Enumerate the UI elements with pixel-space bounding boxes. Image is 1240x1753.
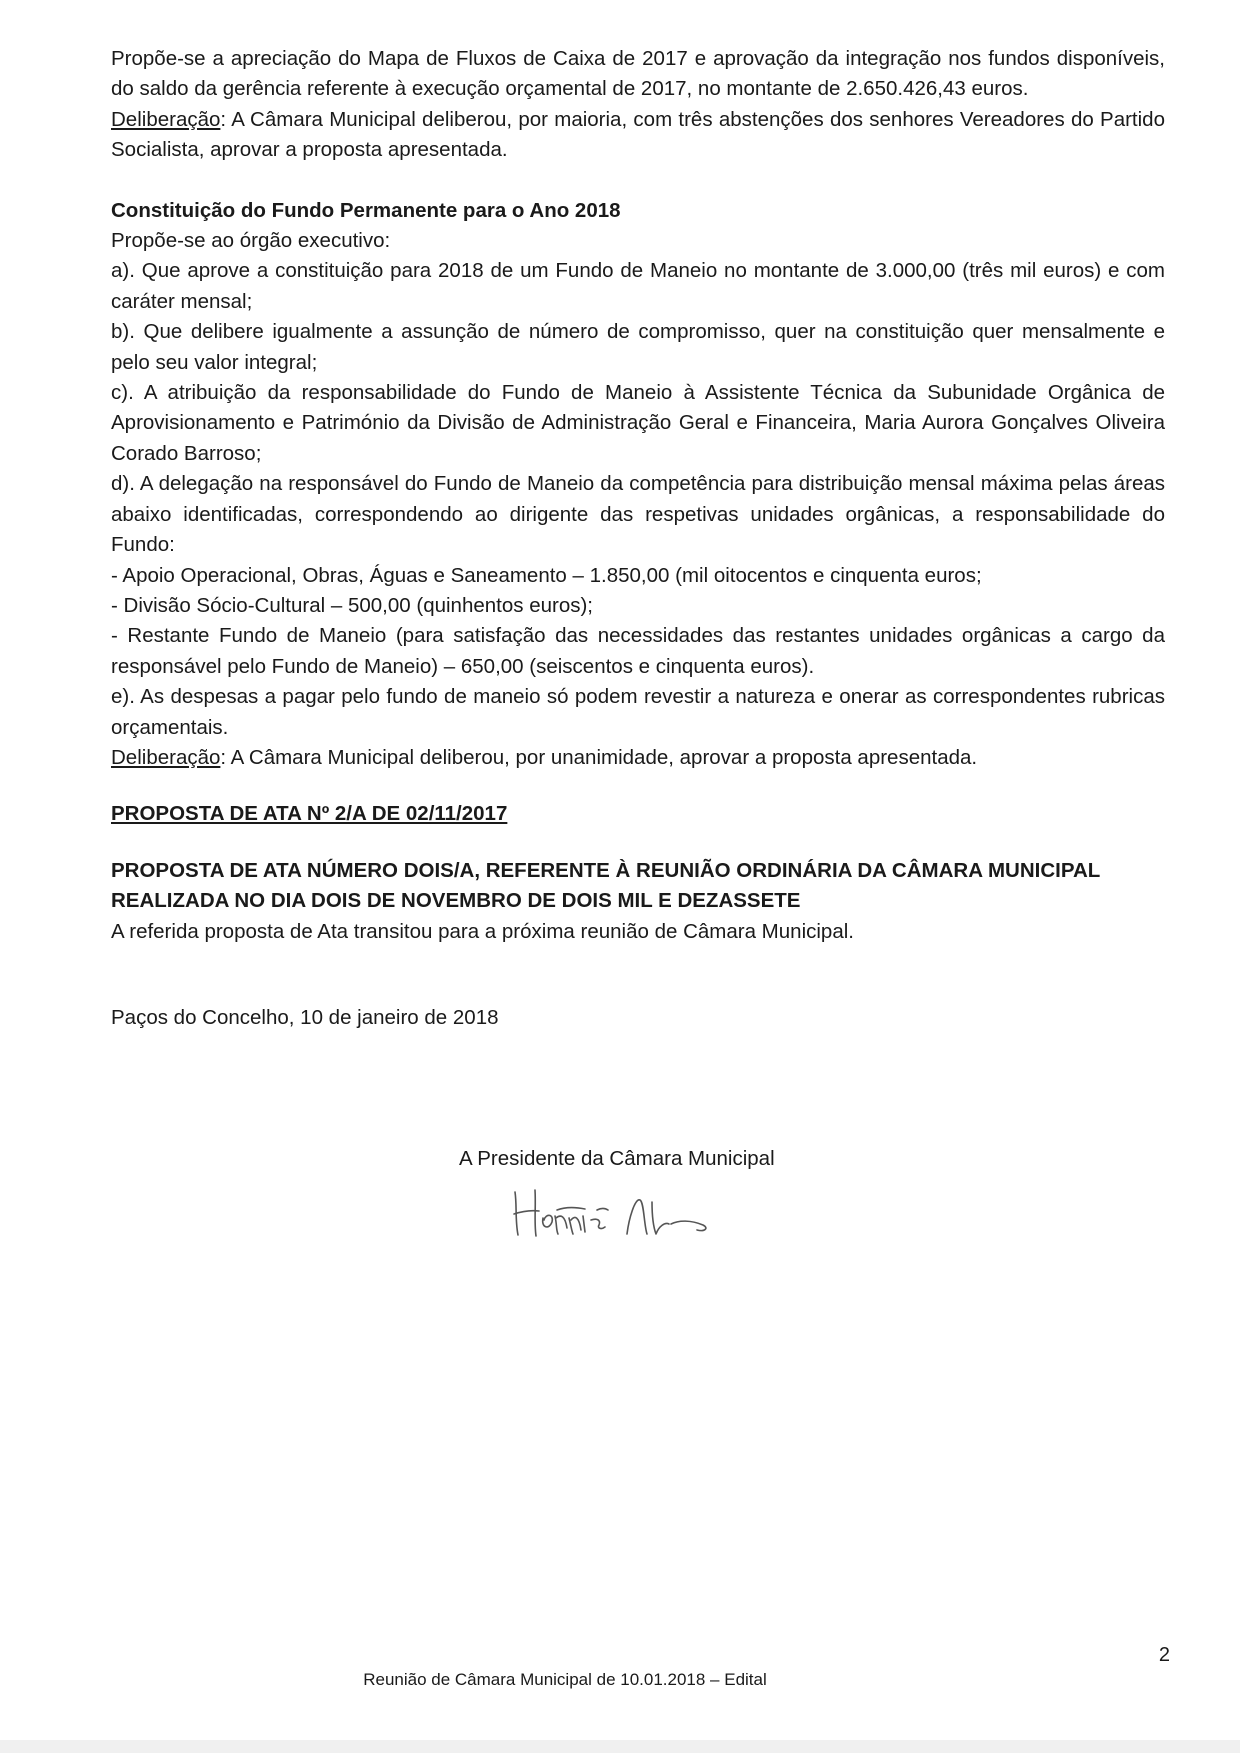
fund-item-d1: - Apoio Operacional, Obras, Águas e Saneamento – 1.850,00 (mil oitocentos e cinquenta euros;: [111, 563, 982, 587]
deliberation-text: : A Câmara Municipal deliberou, por maioria, com três abstenções dos senhores Vereadores do Partido Socialista, aprovar a proposta apresentada.: [111, 107, 1165, 162]
fund-section-title: Constituição do Fundo Permanente para o Ano 2018: [111, 198, 621, 222]
ata-heading: PROPOSTA DE ATA NÚMERO DOIS/A, REFERENTE À REUNIÃO ORDINÁRIA DA CÂMARA MUNICIPAL REALIZADA NO DIA DOIS DE NOVEMBRO DE DOIS MIL E DEZASSETE: [111, 858, 1100, 913]
deliberation-text: : A Câmara Municipal deliberou, por unanimidade, aprovar a proposta apresentada.: [220, 745, 978, 769]
page-number: 2: [1158, 1644, 1170, 1666]
deliberation-label: Deliberação: [111, 745, 221, 769]
place-date: Paços do Concelho, 10 de janeiro de 2018: [111, 1005, 499, 1029]
intro-paragraph: Propõe-se a apreciação do Mapa de Fluxos de Caixa de 2017 e aprovação da integração nos fundos disponíveis, do saldo da gerência referente à execução orçamental de 2017, no montante de 2.650.426,43 euros.: [111, 47, 1165, 101]
document-body: [111, 44, 1165, 1033]
handwritten-signature-icon: [509, 1180, 739, 1240]
fund-item-d: d). A delegação na responsável do Fundo de Maneio da competência para distribuição mensal máxima pelas áreas abaixo identificadas, correspondendo ao dirigente das respetivas unidades orgânicas, a responsabilidade do Fundo:: [111, 472, 1165, 557]
fund-item-e: e). As despesas a pagar pelo fundo de maneio só podem revestir a natureza e onerar as correspondentes rubricas orçamentais.: [111, 685, 1165, 739]
fund-item-c: c). A atribuição da responsabilidade do Fundo de Maneio à Assistente Técnica da Subunidade Orgânica de Aprovisionamento e Património da Divisão de Administração Geral e Financeira, Maria Aurora Gonçalves Oliveira Corado Barroso;: [111, 381, 1165, 465]
fund-item-d2: - Divisão Sócio-Cultural – 500,00 (quinhentos euros);: [111, 593, 594, 617]
scan-edge: [0, 1740, 1240, 1753]
fund-item-b: b). Que delibere igualmente a assunção de número de compromisso, quer na constituição quer mensalmente e pelo seu valor integral;: [111, 320, 1165, 374]
signatory-title: A Presidente da Câmara Municipal: [459, 1147, 775, 1170]
fund-section-lead: Propõe-se ao órgão executivo:: [111, 229, 391, 253]
fund-item-d3: - Restante Fundo de Maneio (para satisfação das necessidades das restantes unidades orgânicas a cargo da responsável pelo Fundo de Maneio) – 650,00 (seiscentos e cinquenta euros).: [111, 624, 1165, 678]
deliberation-label: Deliberação: [111, 107, 221, 131]
page-footer: [0, 1670, 1240, 1690]
ata-text: A referida proposta de Ata transitou para a próxima reunião de Câmara Municipal.: [111, 919, 854, 943]
signature-block: [459, 1144, 859, 1240]
deliberation-paragraph-2: [111, 743, 1165, 773]
deliberation-paragraph-1: [111, 105, 1165, 166]
footer-text: Reunião de Câmara Municipal de 10.01.2018 – Edital: [363, 1670, 767, 1689]
ata-section-title: PROPOSTA DE ATA Nº 2/A DE 02/11/2017: [111, 802, 508, 826]
fund-item-a: a). Que aprove a constituição para 2018 de um Fundo de Maneio no montante de 3.000,00 (três mil euros) e com caráter mensal;: [111, 259, 1165, 313]
